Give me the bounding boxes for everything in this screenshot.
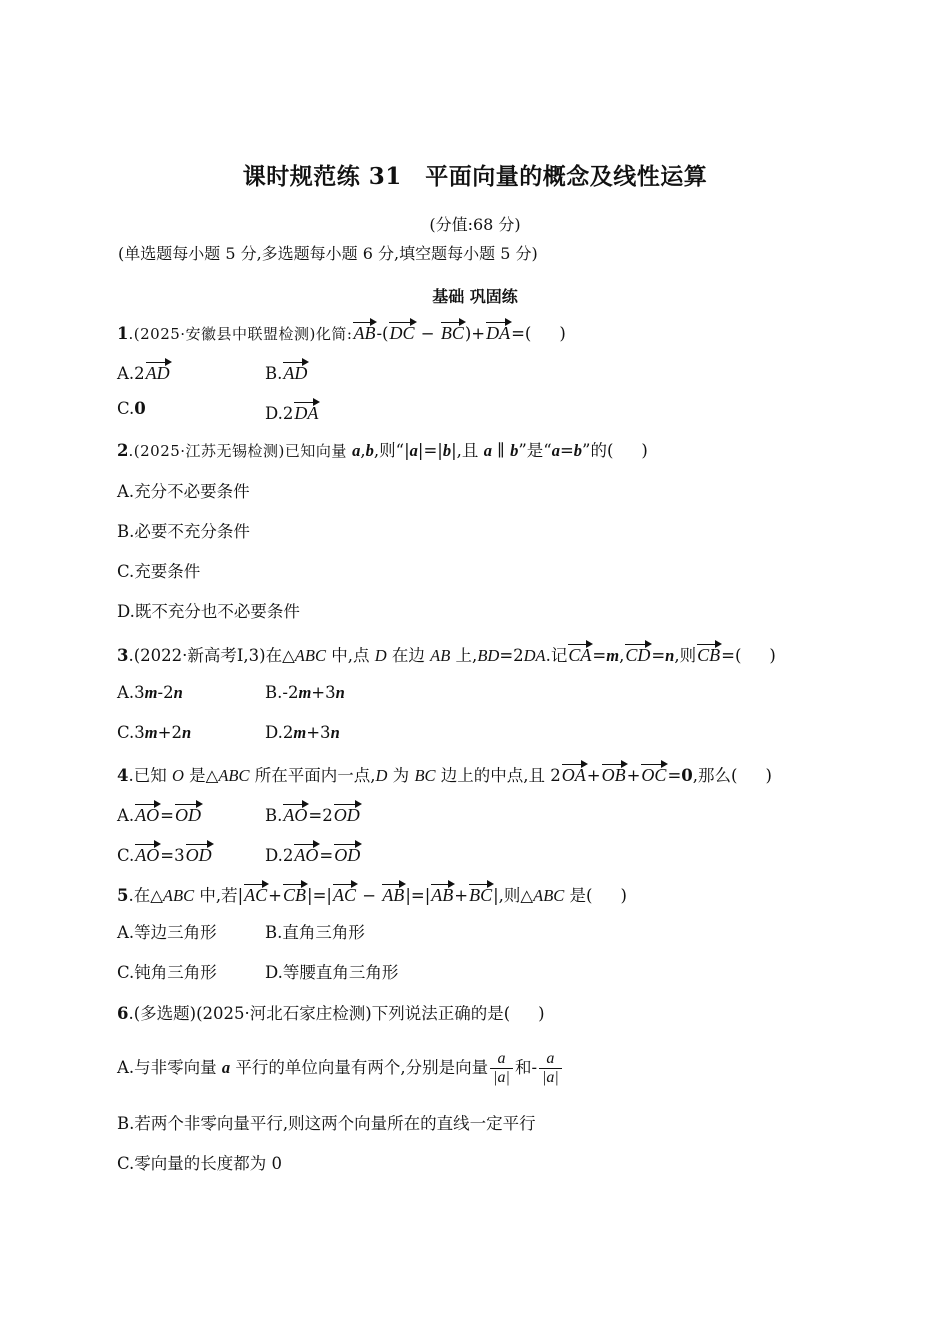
vector-oa: OA [561,765,586,785]
question-6-option-a: A.与非零向量 a 平行的单位向量有两个,分别是向量 $\frac{a}{|a|}$ 和- $\frac{a}{|a|}$ [117,1050,564,1087]
vector-bc: BC [440,323,464,343]
question-number: 6 [117,1004,129,1023]
question-5-option-a: A.等边三角形 [117,923,217,942]
question-5-option-c: C.钝角三角形 [117,963,217,982]
vector-ca: CA [568,645,592,665]
question-4-option-a: A.AO=OD [117,805,201,825]
score-note: (单选题每小题 5 分,多选题每小题 6 分,填空题每小题 5 分) [118,244,538,263]
unit-vector-fraction: $\frac{a}{|a|}$ [490,1050,513,1087]
vector-da: DA [486,323,511,343]
question-3-option-c: C.3m+2n [117,723,192,742]
question-1-option-a: A.2AD [117,363,170,383]
question-4-option-b: B.AO=2OD [265,805,360,825]
question-number: 3 [117,646,129,665]
question-4-stem: 4.已知 O 是△ABC 所在平面内一点,D 为 BC 边上的中点,且 2OA+OB+OC=0,那么( ) [117,765,772,785]
question-1-option-b: B.AD [265,363,308,383]
question-4-option-c: C.AO=3OD [117,845,212,865]
vector-ob: OB [601,765,626,785]
question-2-option-b: B.必要不充分条件 [117,522,250,541]
question-6-option-b: B.若两个非零向量平行,则这两个向量所在的直线一定平行 [117,1114,536,1133]
vector-cb: CB [697,645,721,665]
question-1-stem: 1.(2025·安徽县中联盟检测)化简:AB-(DC − BC)+DA=( ) [117,323,566,343]
vector-dc: DC [389,323,415,343]
question-number: 5 [117,886,129,905]
question-3-option-a: A.3m-2n [117,683,183,702]
page-title: 课时规范练 31 平面向量的概念及线性运算 [242,163,708,190]
question-2-option-c: C.充要条件 [117,562,201,581]
score-total: (分值:68 分) [429,215,521,234]
question-5-option-b: B.直角三角形 [265,923,365,942]
unit-vector-fraction-negative: $\frac{a}{|a|}$ [539,1050,562,1087]
question-2-option-a: A.充分不必要条件 [117,482,250,501]
question-number: 2 [117,441,129,460]
question-2-option-d: D.既不充分也不必要条件 [117,602,300,621]
question-3-stem: 3.(2022·新高考Ⅰ,3)在△ABC 中,点 D 在边 AB 上,BD=2DA.记CA=m,CD=n,则CB=( ) [117,645,776,665]
question-6-stem: 6.(多选题)(2025·河北石家庄检测)下列说法正确的是( ) [117,1004,545,1023]
question-3-option-b: B.-2m+3n [265,683,345,702]
question-5-stem: 5.在△ABC 中,若|AC+CB|=|AC − AB|=|AB+BC|,则△ABC 是( ) [117,885,627,905]
vector-oc: OC [641,765,667,785]
question-3-option-d: D.2m+3n [265,723,340,742]
question-1-option-c: C.0 [117,399,146,418]
section-heading: 基础 巩固练 [432,287,518,306]
vector-cd: CD [625,645,651,665]
question-number: 1 [117,324,129,343]
question-1-option-d: D.2DA [265,403,319,423]
question-number: 4 [117,766,129,785]
question-2-stem: 2.(2025·江苏无锡检测)已知向量 a,b,则“|a|=|b|,且 a ∥ b”是“a=b”的( ) [117,441,648,460]
vector-ab: AB [353,323,376,343]
question-4-option-d: D.2AO=OD [265,845,361,865]
question-6-option-c: C.零向量的长度都为 0 [117,1154,283,1173]
question-5-option-d: D.等腰直角三角形 [265,963,399,982]
